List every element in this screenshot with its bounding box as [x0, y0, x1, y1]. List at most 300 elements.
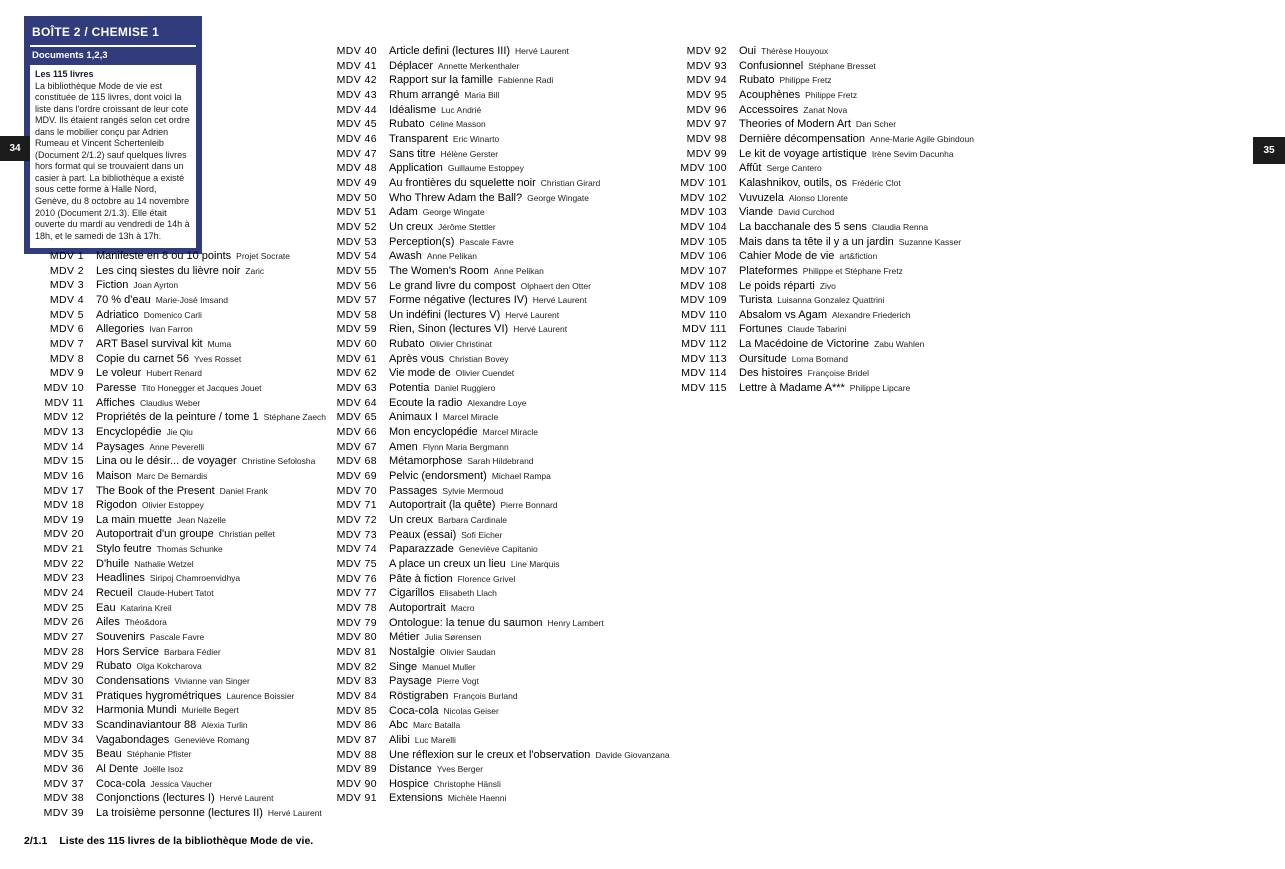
entry-text	[739, 44, 1027, 59]
entry-title: Viande	[739, 206, 774, 219]
entry-text	[389, 117, 673, 132]
book-entry	[677, 191, 1027, 206]
book-entry	[677, 264, 1027, 279]
entry-author: Marcel Miracle	[482, 427, 538, 438]
entry-title: La bacchanale des 5 sens	[739, 220, 867, 233]
info-box-panel	[30, 65, 196, 248]
entry-title: The Book of the Present	[96, 484, 215, 497]
entry-author: Zanat Nova	[803, 104, 848, 115]
entry-title: Après vous	[389, 352, 445, 365]
entry-author: Tito Honegger et Jacques Jouet	[141, 382, 262, 393]
book-entry	[333, 220, 673, 235]
book-entry	[333, 645, 673, 660]
entry-author: Yves Rosset	[193, 353, 242, 364]
entry-number: MDV 57	[336, 294, 377, 307]
entry-author: Alexia Turlin	[201, 720, 248, 730]
book-entry	[333, 616, 673, 631]
book-entry	[333, 396, 673, 411]
entry-text	[389, 73, 673, 88]
entry-number: MDV 25	[43, 601, 84, 614]
entry-number: MDV 82	[336, 660, 377, 673]
entry-text	[739, 59, 1027, 74]
entry-author: Elisabeth Llach	[439, 588, 497, 599]
entry-text	[389, 645, 673, 660]
entry-text	[96, 249, 340, 264]
entry-title: Oui	[739, 45, 757, 57]
entry-author: Marcel Miracle	[442, 412, 499, 423]
entry-author: Claudius Weber	[139, 397, 201, 408]
entry-text	[96, 747, 340, 762]
entry-author: Anne Pelikan	[426, 251, 477, 262]
entry-title: Adriatico	[96, 308, 139, 321]
entry-title: Adam	[389, 206, 418, 219]
book-entry	[333, 366, 673, 381]
book-entry	[333, 542, 673, 557]
entry-title: Le kit de voyage artistique	[739, 147, 867, 160]
entry-number: MDV 78	[336, 601, 377, 614]
entry-author: Sarah Hildebrand	[467, 456, 534, 467]
entry-text	[96, 498, 340, 513]
entry-title: Singe	[389, 660, 418, 673]
entry-number: MDV 28	[43, 645, 84, 658]
book-entry	[677, 176, 1027, 191]
entry-text	[96, 806, 340, 821]
entry-title: Paysage	[389, 675, 432, 688]
book-entry	[40, 586, 340, 601]
book-entry	[333, 586, 673, 601]
entry-title: Lina ou le désir... de voyager	[96, 455, 237, 468]
entry-author: Christine Sefolosha	[241, 456, 316, 467]
entry-text	[96, 337, 340, 352]
entry-author: David Curchod	[778, 207, 835, 218]
entry-author: Anne Pelikan	[493, 265, 544, 276]
entry-number: MDV 56	[336, 279, 377, 292]
book-entry	[333, 381, 673, 396]
book-entry	[677, 103, 1027, 118]
entry-title: Vagabondages	[96, 733, 170, 746]
entry-number: MDV 37	[43, 777, 84, 790]
entry-number: MDV 83	[336, 675, 377, 688]
book-entry	[333, 630, 673, 645]
entry-number: MDV 74	[336, 543, 377, 556]
entry-author: Suzanne Kasser	[898, 236, 962, 247]
entry-text	[739, 322, 1027, 337]
book-entry	[333, 132, 673, 147]
entry-number: MDV 97	[686, 118, 727, 131]
book-entry	[333, 513, 673, 528]
entry-text	[739, 191, 1027, 206]
book-entry	[333, 748, 673, 763]
book-entry	[333, 440, 673, 455]
entry-title: Autoportrait d'un groupe	[96, 528, 214, 541]
entry-text	[389, 147, 673, 162]
entry-title: Rapport sur la famille	[389, 74, 493, 87]
book-entry	[40, 527, 340, 542]
entry-author: Lorna Bornand	[791, 353, 848, 364]
book-entry	[40, 557, 340, 572]
entry-author: Hubert Renard	[146, 368, 203, 379]
entry-title: La troisième personne (lectures II)	[96, 806, 263, 819]
entry-author: Projet Socrate	[236, 251, 291, 261]
book-entry	[40, 733, 340, 748]
entry-number: MDV 90	[336, 777, 377, 790]
entry-number: MDV 63	[336, 382, 377, 395]
book-entry	[333, 674, 673, 689]
entry-text	[739, 220, 1027, 235]
entry-number: MDV 12	[43, 411, 84, 424]
entry-text	[96, 674, 340, 689]
entry-author: Hervé Laurent	[532, 295, 587, 306]
book-entry	[333, 528, 673, 543]
entry-number: MDV 24	[43, 587, 84, 600]
book-entry	[333, 293, 673, 308]
book-entry	[40, 674, 340, 689]
book-entry	[677, 279, 1027, 294]
entry-number: MDV 1	[49, 250, 84, 262]
entry-text	[389, 337, 673, 352]
book-entry	[333, 235, 673, 250]
entry-number: MDV 114	[681, 367, 727, 380]
entry-text	[96, 557, 340, 572]
entry-author: Christian Girard	[540, 177, 601, 188]
entry-number: MDV 92	[686, 45, 727, 57]
entry-author: Irène Sevim Dacunha	[871, 148, 954, 159]
info-box-heading: Les 115 livres	[35, 69, 94, 79]
info-box-title: BOÎTE 2 / CHEMISE 1	[32, 25, 160, 39]
entry-number: MDV 22	[43, 557, 84, 570]
entry-text	[389, 279, 673, 294]
entry-title: Perception(s)	[389, 235, 455, 248]
entry-author: Florence Grivel	[457, 573, 516, 584]
entry-text	[739, 352, 1027, 367]
entry-text	[389, 718, 673, 733]
entry-text	[389, 88, 673, 103]
entry-text	[389, 660, 673, 675]
book-entry	[40, 249, 340, 264]
entry-author: Flynn Maria Bergmann	[422, 441, 509, 452]
entry-author: Yves Berger	[436, 764, 484, 775]
entry-number: MDV 23	[43, 572, 84, 585]
entry-number: MDV 105	[680, 235, 727, 248]
book-entry	[333, 601, 673, 616]
book-entry	[333, 176, 673, 191]
entry-text	[389, 161, 673, 176]
entry-text	[389, 249, 673, 264]
entry-title: Plateformes	[739, 264, 798, 277]
entry-title: Une réflexion sur le creux et l'observation	[389, 748, 591, 761]
entry-author: Claudia Renna	[871, 221, 929, 232]
entry-author: Philippe et Stéphane Fretz	[802, 265, 903, 276]
book-entry	[677, 293, 1027, 308]
book-entry	[677, 220, 1027, 235]
entry-title: Vie mode de	[389, 367, 451, 380]
entry-title: Affût	[739, 162, 762, 175]
entry-number: MDV 43	[336, 88, 377, 101]
entry-author: Zabu Wahlen	[874, 339, 925, 350]
entry-number: MDV 41	[336, 59, 377, 72]
entry-text	[96, 586, 340, 601]
entry-author: Claude Tabarini	[787, 324, 847, 335]
entry-number: MDV 6	[49, 323, 84, 336]
entry-author: Stéphanie Pfister	[126, 749, 192, 760]
book-entry	[40, 542, 340, 557]
entry-number: MDV 99	[686, 147, 727, 160]
entry-author: Luc Marelli	[414, 734, 456, 745]
book-entry	[40, 484, 340, 499]
entry-text	[739, 279, 1027, 294]
entry-author: Manuel Muller	[422, 661, 476, 672]
entry-text	[389, 498, 673, 513]
entry-author: Zivo	[819, 280, 836, 291]
entry-author: Thomas Schunke	[156, 544, 223, 555]
entry-title: Article defini (lectures III)	[389, 45, 511, 57]
entry-text	[389, 572, 673, 587]
book-entry	[677, 205, 1027, 220]
entry-text	[389, 293, 673, 308]
entry-title: Abc	[389, 719, 408, 732]
entry-text	[389, 616, 673, 631]
book-entry	[677, 366, 1027, 381]
entry-title: Nostalgie	[389, 645, 435, 658]
entry-author: art&fiction	[839, 251, 878, 262]
entry-number: MDV 54	[336, 250, 377, 263]
entry-number: MDV 95	[686, 88, 727, 101]
entry-text	[739, 264, 1027, 279]
entry-author: Barbara Fédier	[163, 646, 221, 657]
book-entry	[40, 659, 340, 674]
entry-number: MDV 2	[49, 264, 84, 277]
entry-number: MDV 59	[336, 323, 377, 336]
entry-author: Pascale Favre	[149, 632, 205, 643]
entry-text	[96, 264, 340, 279]
entry-text	[389, 205, 673, 220]
book-entry	[333, 73, 673, 88]
entry-text	[389, 704, 673, 719]
book-entry	[333, 557, 673, 572]
entry-number: MDV 108	[680, 279, 727, 292]
entry-title: 70 % d'eau	[96, 293, 151, 306]
entry-text	[389, 528, 673, 543]
entry-title: Rubato	[96, 660, 132, 673]
book-entry	[333, 308, 673, 323]
entry-text	[739, 147, 1027, 162]
entry-author: Christian Bovey	[449, 353, 509, 364]
book-entry	[333, 249, 673, 264]
entry-title: Extensions	[389, 792, 443, 805]
entry-text	[739, 73, 1027, 88]
entry-author: Pierre Bonnard	[500, 500, 558, 511]
entry-number: MDV 18	[43, 499, 84, 512]
entry-title: Déplacer	[389, 59, 434, 72]
entry-number: MDV 33	[43, 719, 84, 731]
entry-text	[96, 410, 340, 425]
entry-title: Who Threw Adam the Ball?	[389, 191, 523, 204]
entry-text	[96, 571, 340, 586]
book-entry	[333, 660, 673, 675]
entry-number: MDV 26	[43, 616, 84, 629]
entry-text	[389, 410, 673, 425]
entry-number: MDV 51	[336, 206, 377, 219]
entry-text	[96, 484, 340, 499]
entry-text	[96, 469, 340, 484]
book-entry	[333, 322, 673, 337]
book-entry	[40, 777, 340, 792]
entry-title: Al Dente	[96, 762, 139, 775]
entry-number: MDV 52	[336, 220, 377, 233]
entry-author: Serge Cantero	[766, 163, 822, 174]
book-entry	[40, 762, 340, 777]
entry-author: Marie-José Imsand	[155, 294, 228, 305]
book-entry	[333, 352, 673, 367]
entry-text	[389, 220, 673, 235]
entry-title: D'huile	[96, 557, 130, 570]
entry-title: Hospice	[389, 777, 429, 790]
book-entry	[333, 572, 673, 587]
book-entry	[333, 689, 673, 704]
entry-text	[389, 557, 673, 572]
entry-text	[96, 381, 340, 396]
entry-author: Philippe Fretz	[805, 89, 858, 100]
entry-author: Luisanna Gonzalez Quattrini	[777, 295, 885, 306]
book-entry	[40, 293, 340, 308]
entry-title: Dernière décompensation	[739, 132, 865, 145]
entry-title: Condensations	[96, 675, 170, 688]
entry-author: Jean Nazelle	[176, 514, 226, 525]
entry-text	[389, 674, 673, 689]
entry-text	[389, 748, 673, 763]
entry-number: MDV 29	[43, 660, 84, 673]
entry-text	[389, 425, 673, 440]
book-entry	[40, 410, 340, 425]
entry-author: Christophe Hänsli	[433, 778, 501, 789]
entry-text	[739, 161, 1027, 176]
book-entry	[333, 469, 673, 484]
entry-title: Pelvic (endorsment)	[389, 470, 487, 483]
book-entry	[40, 645, 340, 660]
entry-number: MDV 110	[681, 308, 727, 321]
entry-title: Ecoute la radio	[389, 396, 463, 409]
entry-number: MDV 65	[336, 411, 377, 424]
entry-number: MDV 70	[336, 484, 377, 497]
book-list-column-3	[677, 44, 1027, 396]
entry-number: MDV 66	[336, 426, 377, 439]
book-entry	[333, 704, 673, 719]
book-entry	[677, 44, 1027, 59]
entry-text	[96, 454, 340, 469]
entry-author: Jie Qiu	[166, 426, 193, 437]
entry-number: MDV 39	[43, 806, 84, 819]
entry-text	[96, 791, 340, 806]
entry-text	[96, 308, 340, 323]
entry-title: Métier	[389, 631, 420, 644]
entry-author: George Wingate	[422, 207, 485, 218]
entry-text	[96, 527, 340, 542]
entry-title: Rhum arrangé	[389, 88, 460, 101]
book-entry	[333, 425, 673, 440]
entry-author: Olivier Cuendet	[455, 368, 515, 379]
entry-text	[96, 718, 340, 733]
entry-number: MDV 106	[680, 250, 727, 263]
book-entry	[677, 73, 1027, 88]
entry-title: Mais dans ta tête il y a un jardin	[739, 235, 894, 248]
entry-author: Julia Sørensen	[424, 632, 482, 643]
entry-number: MDV 34	[43, 733, 84, 746]
book-entry	[40, 440, 340, 455]
entry-text	[389, 191, 673, 206]
entry-text	[389, 176, 673, 191]
entry-text	[389, 103, 673, 118]
page-number-left: 34	[0, 136, 30, 161]
book-entry	[40, 513, 340, 528]
book-entry	[677, 88, 1027, 103]
entry-title: Le voleur	[96, 367, 142, 380]
entry-number: MDV 15	[43, 455, 84, 468]
entry-number: MDV 60	[336, 338, 377, 351]
info-box-body: La bibliothèque Mode de vie est constituée de 115 livres, dont voici la liste dans l'ordre croissant de leur cote MDV. Ils étaient rangés selon cet ordre dans le mobilier conçu par Adrien Rumeau et Vincent Schertenleib (Document 2/1.2) sauf quelques livres hors format qui se trouvaient dans un casier à part. La bibliothèque a existé sous cette forme à Halle Nord, Genève, du 8 octobre au 14 novembre 2010 (Document 2/1.3). Elle était ouverte du mardi au vendredi de 14h à 18h, et le samedi de 13h à 17h.	[35, 80, 190, 241]
entry-author: Ivan Farron	[149, 324, 193, 335]
entry-number: MDV 101	[680, 176, 727, 189]
entry-title: Paysages	[96, 440, 145, 453]
entry-author: Stéphane Zaech	[263, 412, 327, 423]
entry-title: Allegories	[96, 323, 145, 336]
entry-author: Pierre Vogt	[436, 676, 479, 687]
entry-text	[389, 542, 673, 557]
entry-author: Anne Peverelli	[149, 441, 205, 452]
book-entry	[677, 117, 1027, 132]
entry-title: Animaux I	[389, 411, 438, 424]
entry-text	[96, 689, 340, 704]
book-entry	[40, 322, 340, 337]
entry-title: Hors Service	[96, 645, 159, 658]
book-entry	[40, 498, 340, 513]
entry-author: Nicolas Geiser	[443, 705, 499, 716]
book-list-column-1	[40, 249, 340, 821]
entry-number: MDV 62	[336, 367, 377, 380]
entry-text	[96, 322, 340, 337]
entry-number: MDV 42	[336, 74, 377, 87]
entry-text	[739, 249, 1027, 264]
entry-author: Christian pellet	[218, 529, 275, 540]
entry-title: Turista	[739, 294, 773, 307]
entry-text	[739, 235, 1027, 250]
entry-number: MDV 86	[336, 719, 377, 732]
entry-text	[96, 542, 340, 557]
entry-number: MDV 93	[686, 59, 727, 72]
entry-author: Luc Andrié	[441, 104, 482, 115]
book-entry	[40, 630, 340, 645]
book-entry	[40, 308, 340, 323]
entry-author: Joëlle Isoz	[143, 763, 184, 774]
book-entry	[40, 806, 340, 821]
entry-text	[739, 176, 1027, 191]
entry-title: Rubato	[389, 118, 425, 131]
entry-title: Lettre à Madame A***	[739, 382, 845, 395]
entry-title: Forme négative (lectures IV)	[389, 294, 528, 307]
entry-number: MDV 84	[336, 689, 377, 702]
entry-title: Un indéfini (lectures V)	[389, 308, 501, 321]
book-entry	[677, 235, 1027, 250]
entry-title: Des histoires	[739, 367, 803, 380]
book-list-column-2	[333, 44, 673, 806]
entry-number: MDV 8	[49, 352, 84, 365]
book-entry	[333, 777, 673, 792]
entry-number: MDV 58	[336, 308, 377, 321]
book-entry	[40, 366, 340, 381]
entry-number: MDV 73	[336, 528, 377, 541]
entry-title: Rien, Sinon (lectures VI)	[389, 323, 509, 336]
entry-author: Alexandre Friederich	[832, 309, 911, 320]
book-entry	[40, 571, 340, 586]
